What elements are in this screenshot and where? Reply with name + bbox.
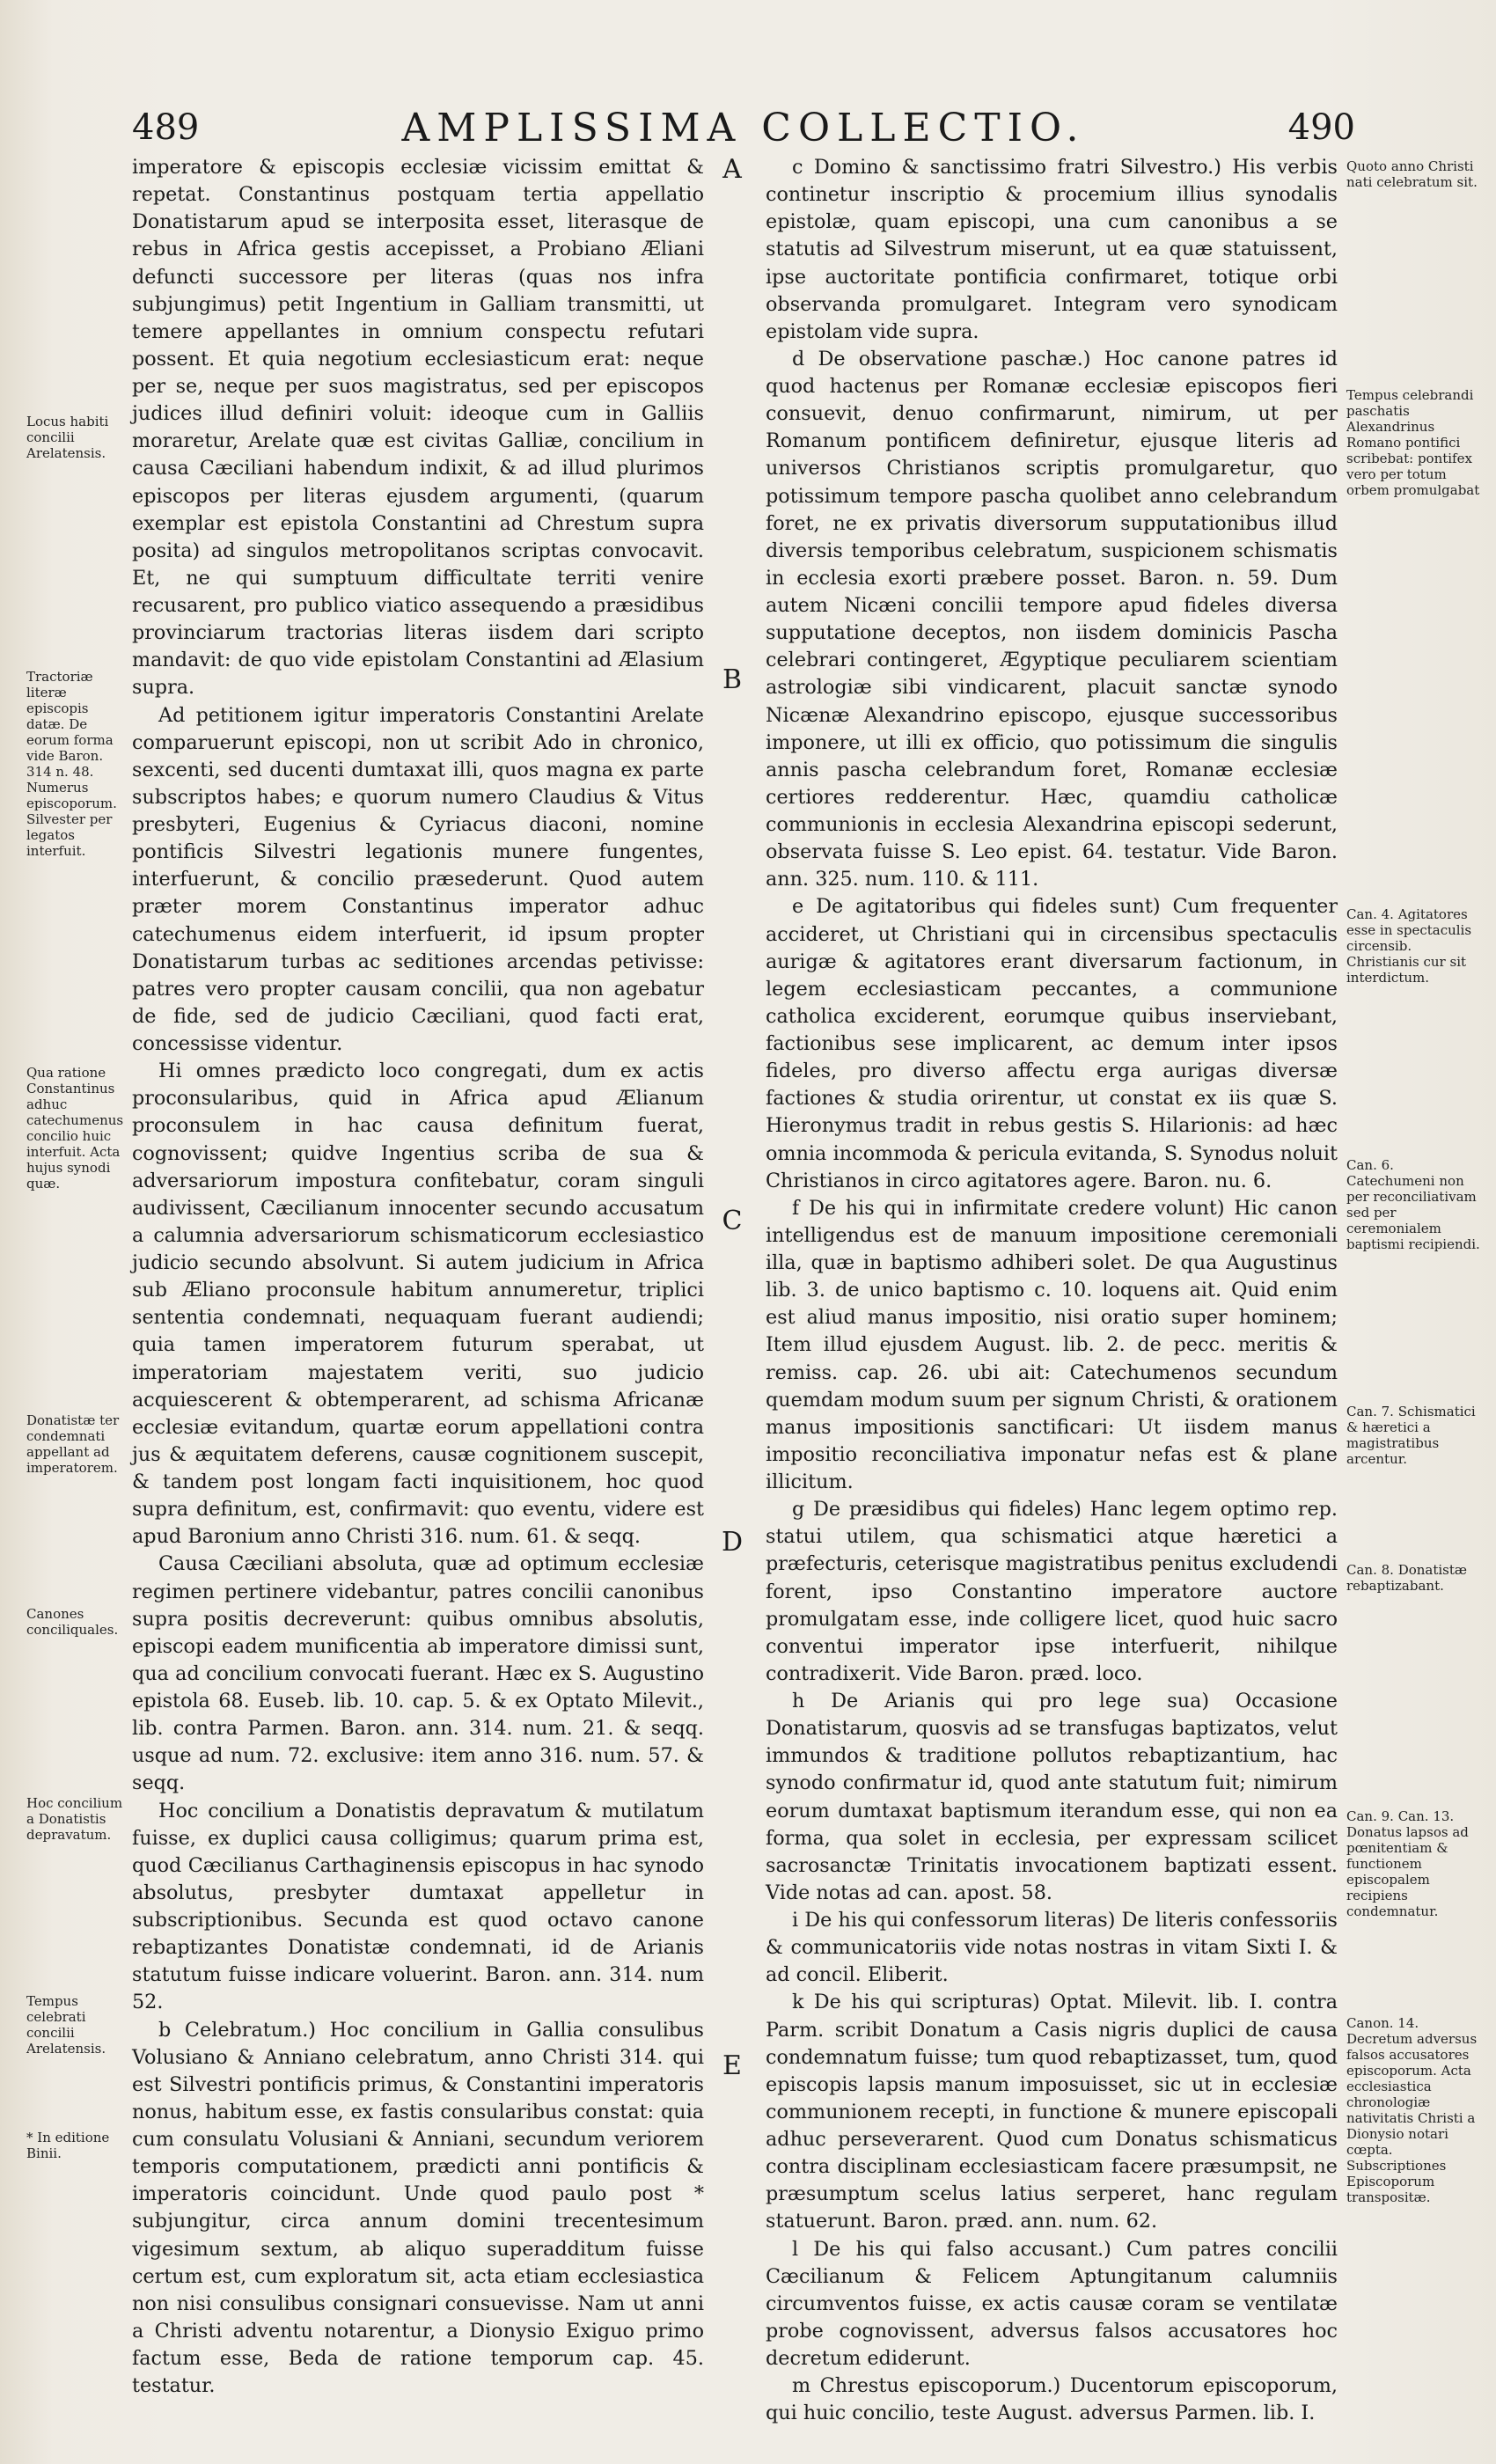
- margin-note: Can. 4. Agitatores esse in spectaculis circensib. Christianis cur sit interdictum.: [1346, 906, 1472, 986]
- left-column: [132, 154, 704, 2400]
- paragraph: Ad petitionem igitur imperatoris Constantini Arelate comparuerunt episcopi, non ut scribit Ado in chronico, sexcenti, sed ducenti dumtaxat illi, quos magna ex parte subscriptos habes; e quorum numero Claudius & Vitus presbyteri, Eugenius & Cyriacus diaconi, nomine pontificis Silvestri legationis munere fungentes, interfuerunt, & concilio præsederunt. Quod autem præter morem Constantinus imperator adhuc catechumenus eidem interfuerit, id ipsum propter Donatistarum turbas ac seditiones arcendas petivisse: patres vero propter causam concilii, qua non agebatur de fide, sed de judicio Cæciliani, quod facti erat, concessisse videntur.: [132, 703, 704, 1055]
- page-number-right: 490: [1287, 107, 1355, 148]
- margin-note: Locus habiti concilii Arelatensis.: [26, 414, 109, 461]
- margin-note: Donatistæ ter condemnati appellant ad imperatorem.: [26, 1412, 120, 1476]
- paragraph: h De Arianis qui pro lege sua) Occasione Donatistarum, quosvis ad se transfugas baptizatos, velut immundos & traditione pollutos rebaptizantium, hac synodo confirmatur id, quod ante statutum fuit; nimirum eorum dumtaxat baptismum iterandum esse, qui non ea forma, qua solet in ecclesia, per expressam scilicet sacrosanctæ Trinitatis invocationem baptizati essent. Vide notas ad can. apost. 58.: [766, 1690, 1338, 1904]
- paragraph: Causa Cæciliani absoluta, quæ ad optimum ecclesiæ regimen pertinere videbantur, patres concilii canonibus supra positis decreverunt: quibus omnibus absolutis, episcopi eadem munificentia ab imperatore dimissi sunt, qua ad concilium convocati fuerant. Hæc ex S. Augustino epistola 68. Euseb. lib. 10. cap. 5. & ex Optato Milevit., lib. contra Parmen. Baron. ann. 314. num. 21. & seqq. usque ad num. 72. exclusive: item anno 316. num. 57. & seqq.: [132, 1552, 704, 1795]
- margin-note: Qua ratione Constantinus adhuc catechumenus concilio huic interfuit. Acta hujus synodi quæ.: [26, 1065, 124, 1192]
- right-margin-notes: [1346, 0, 1487, 2464]
- margin-note: Canon. 14. Decretum adversus falsos accusatores episcoporum. Acta ecclesiastica chronologiæ nativitatis Christi a Dionysio notari cœpta. Subscriptiones Episcoporum transpositæ.: [1346, 2015, 1478, 2205]
- paragraph: c Domino & sanctissimo fratri Silvestro.) His verbis continetur inscriptio & procemium illius synodalis epistolæ, quam episcopi, una cum canonibus a se statutis ad Silvestrum miserunt, ut ea quæ statuissent, ipse auctoritate pontificia confirmaret, totique orbi observanda promulgaret. Integram vero synodicam epistolam vide supra.: [766, 156, 1338, 343]
- margin-note: Canones conciliquales.: [26, 1606, 119, 1638]
- section-letter: C: [722, 1206, 743, 1236]
- paragraph: i De his qui confessorum literas) De literis confessoriis & communicatoriis vide notas nostras in vitam Sixti I. & ad concil. Eliberit.: [766, 1909, 1338, 1987]
- paragraph: g De præsidibus qui fideles) Hanc legem optimo rep. statui utilem, qua schismatici atque hæretici a præfecturis, ceterisque magistratibus penitus excludendi forent, ipso Constantino imperatore auctore promulgatam esse, inde colligere licet, quod huic sacro conventui imperator ipse interfuerit, nihilque contradixerit. Vide Baron. præd. loco.: [766, 1498, 1338, 1685]
- margin-note: * In editione Binii.: [26, 2130, 110, 2161]
- paragraph: Hoc concilium a Donatistis depravatum & mutilatum fuisse, ex duplici causa colligimus; quarum prima est, quod Cæcilianus Carthaginensis episcopus in hac synodo absolutus, presbyter dumtaxat appelletur in subscriptionibus. Secunda est quod octavo canone rebaptizantes Donatistæ condemnati, id de Arianis statutum fuisse indicare voluerint. Baron. ann. 314. num 52.: [132, 1799, 704, 2014]
- margin-note: Can. 6. Catechumeni non per reconciliativam sed per ceremonialem baptismi recipiendi.: [1346, 1157, 1480, 1252]
- margin-note: Hoc concilium a Donatistis depravatum.: [26, 1795, 123, 1843]
- margin-note: Can. 8. Donatistæ rebaptizabant.: [1346, 1562, 1468, 1594]
- page-header: [132, 97, 1355, 150]
- margin-note: Can. 7. Schismatici & hæretici a magistratibus arcentur.: [1346, 1404, 1476, 1467]
- right-column: [766, 154, 1338, 2427]
- paragraph: imperatore & episcopis ecclesiæ vicissim emittat & repetat. Constantinus postquam tertia appellatio Donatistarum apud se interposita esset, literasque de rebus in Africa gestis accepisset, a Probiano Æliani defuncti successore per literas (quas nos infra subjungimus) petit Ingentium in Galliam transmitti, ut temere appellantes in omnium conspectu refutari possent. Et quia negotium ecclesiasticum erat: neque per se, neque per suos magistratus, sed per episcopos judices illud definiri voluit: ideoque cum in Galliis moraretur, Arelate quæ est civitas Galliæ, concilium in causa Cæciliani habendum indixit, & ad illud plurimos episcopos per literas ejusdem argumenti, (quarum exemplar est epistola Constantini ad Chrestum supra posita) ad singulos metropolitanos scriptas convocavit. Et, ne qui sumptuum difficultate territi venire recusarent, pro publico viatico assequendo a præsidibus provinciarum tractorias literas iisdem dari scripto mandavit: de quo vide epistolam Constantini ad Ælasium supra.: [132, 156, 704, 700]
- section-letter: D: [721, 1527, 744, 1558]
- running-title: AMPLISSIMA COLLECTIO.: [401, 106, 1086, 150]
- left-margin-notes: [26, 0, 125, 2464]
- margin-note: Tempus celebrati concilii Arelatensis.: [26, 1993, 106, 2057]
- paragraph: e De agitatoribus qui fideles sunt) Cum frequenter accideret, ut Christiani qui in circensibus spectaculis aurigæ & agitatores erant diversarum factionum, in legem ecclesiasticam peccantes, a communione catholica exciderent, eorumque quibus inserviebant, factionibus sese implicarent, ac demum inter ipsos fideles, pro diverso affectu erga aurigas diversæ factiones & studia orirentur, ut constat ex iis quæ S. Hieronymus tradit in rebus gestis S. Hilarionis: ad hæc omnia incommoda & pericula evitanda, S. Synodus noluit Christianos in circo agitatores agere. Baron. nu. 6.: [766, 895, 1338, 1192]
- margin-note: Tempus celebrandi paschatis Alexandrinus Romano pontifici scribebat: pontifex vero per totum orbem promulgabat: [1346, 387, 1480, 498]
- paragraph: f De his qui in infirmitate credere volunt) Hic canon intelligendus est de manuum impositione ceremoniali illa, quæ in baptismo adhiberi solet. De qua Augustinus lib. 3. de unico baptismo c. 10. loquens ait. Quid enim est aliud manus impositio, nisi oratio super hominem; Item illud ejusdem August. lib. 2. de pecc. meritis & remiss. cap. 26. ubi ait: Catechumenos secundum quemdam modum suum per signum Christi, & orationem manus impositionis sanctificari: Ut iisdem manus impositio reconciliativa imponatur nefas est & plane illicitum.: [766, 1196, 1338, 1493]
- paragraph: k De his qui scripturas) Optat. Milevit. lib. I. contra Parm. scribit Donatum a Casis nigris duplici de causa condemnatum fuisse; tum quod rebaptizasset, tum, quod episcopis lapsis manum imposuisset, sic ut in ecclesiæ communionem recepti, in functione & munere episcopali adhuc perseverarent. Quod cum Donatus schismaticus contra disciplinam ecclesiasticam facere præsumpsit, ne præsumptum scelus latius serperet, hanc regulam statuerunt. Baron. præd. ann. num. 62.: [766, 1991, 1338, 2233]
- paragraph: d De observatione paschæ.) Hoc canone patres id quod hactenus per Romanæ ecclesiæ episcopos fieri consuevit, denuo confirmarunt, nimirum, ut per Romanum pontificem definiretur, ejusque literis ad universos Christianos scriptis promulgaretur, quo potissimum tempore pascha quolibet anno celebrandum foret, ne ex privatis diversorum supputationibus illud diversis temporibus celebratum, suspicionem schismatis in ecclesia exorti præbere posset. Baron. n. 59. Dum autem Nicæni concilii tempore apud fideles diversa supputatione deceptos, non iisdem dominicis Pascha celebrari contingeret, Ægyptique peculiarem scientiam astrologiæ sibi vindicarent, placuit sanctæ synodo Nicænæ Alexandrino episcopo, ejusque successoribus imponere, ut illi ex officio, quo potissimum die singulis annis pascha celebrandum foret, Romanæ ecclesiæ certiores redderentur. Hæc, quamdiu catholicæ communionis in ecclesia Alexandrina episcopi sederunt, observata fuisse S. Leo epist. 64. testatur. Vide Baron. ann. 325. num. 110. & 111.: [766, 347, 1338, 891]
- page-number-left: 489: [132, 107, 200, 148]
- margin-note: Quoto anno Christi nati celebratum sit.: [1346, 158, 1478, 190]
- section-letter: A: [722, 154, 742, 185]
- paragraph: b Celebratum.) Hoc concilium in Gallia consulibus Volusiano & Anniano celebratum, anno Christi 314. qui est Silvestri pontificis primus, & Constantini imperatoris nonus, habitum esse, ex fastis consularibus constat: quia cum consulatu Volusiani & Anniani, secundum veriorem temporis computationem, prædicti anni pontificis & imperatoris coincidunt. Unde quod paulo post * subjungitur, circa annum domini trecentesimum vigesimum sextum, ab aliquo superadditum fuisse certum est, cum exploratum sit, acta etiam ecclesiastica non nisi consulibus consignari consuevisse. Nam ut anni a Christi adventu notarentur, a Dionysio Exiguo primo factum esse, Beda de ratione temporum cap. 45. testatur.: [132, 2018, 704, 2398]
- paragraph: Hi omnes prædicto loco congregati, dum ex actis proconsularibus, quid in Africa apud Ælianum proconsulem in hac causa definitum fuerat, cognovissent; quidve Ingentius scriba de sua & adversariorum impostura confitebatur, coram singuli audivissent, Cæcilianum innocenter secundo accusatum a calumnia adversariorum schismaticorum ecclesiastico judicio secundo absolvunt. Si autem judicium in Africa sub Æliano proconsule habitum annumeretur, triplici sententia condemnati, nequaquam fuerant audiendi; quia tamen imperatorem futurum sperabat, ut imperatoriam majestatem veriti, suo judicio acquiescerent & obtemperarent, ad schisma Africanæ ecclesiæ evitandum, quartæ eorum appellationi contra jus & æquitatem deferens, causæ cognitionem suscepit, & tandem post longam facti inquisitionem, hoc quod supra definitum, est, confirmavit: quo eventu, videre est apud Baronium anno Christi 316. num. 61. & seqq.: [132, 1060, 704, 1549]
- section-letter: B: [722, 664, 743, 695]
- section-letter: E: [722, 2050, 742, 2081]
- margin-note: Tractoriæ literæ episcopis datæ. De eorum forma vide Baron. 314 n. 48. Numerus episcoporum. Silvester per legatos interfuit.: [26, 669, 117, 859]
- paragraph: m Chrestus episcoporum.) Ducentorum episcoporum, qui huic concilio, teste August. adversus Parmen. lib. I.: [766, 2374, 1338, 2425]
- margin-note: Can. 9. Can. 13. Donatus lapsos ad pœnitentiam & functionem episcopalem recipiens condemnatur.: [1346, 1808, 1469, 1919]
- paragraph: l De his qui falso accusant.) Cum patres concilii Cæcilianum & Felicem Aptungitanum calumniis circumventos fuisse, ex actis causæ coram se ventilatæ probe cognovissent, adversus falsos accusatores hoc decretum ediderunt.: [766, 2237, 1338, 2370]
